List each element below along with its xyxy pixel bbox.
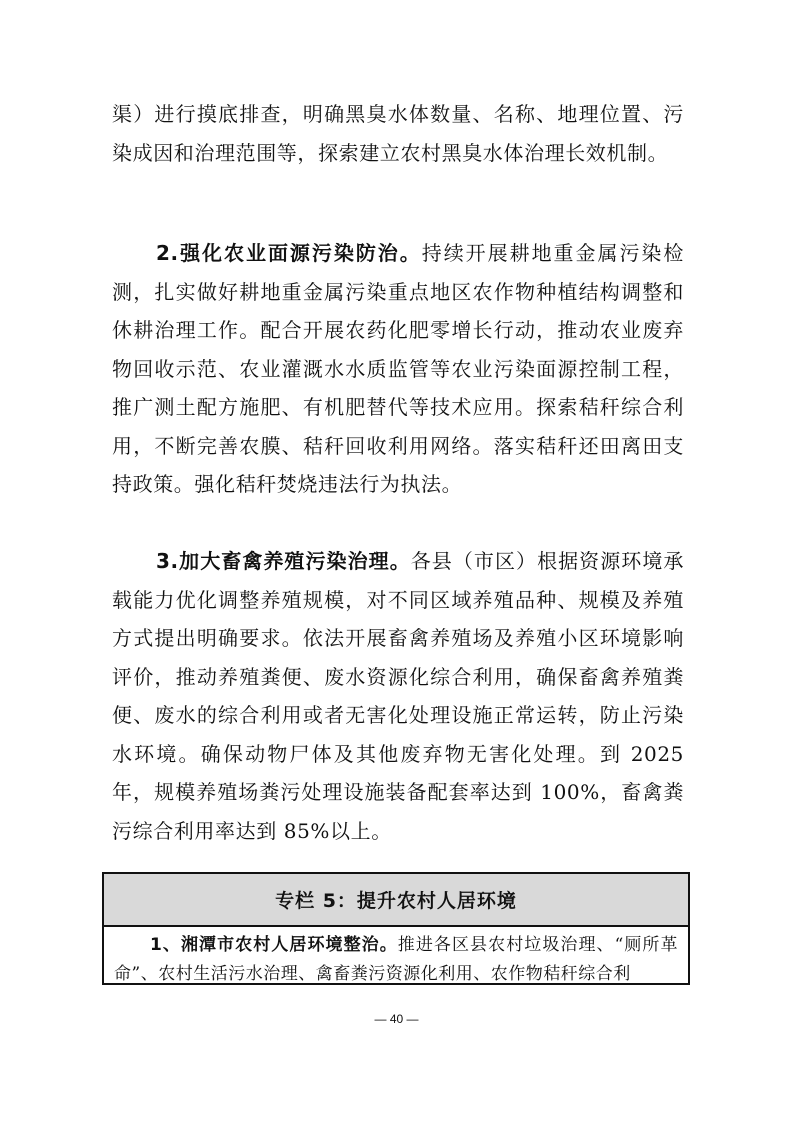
paragraph-3 [112, 542, 684, 850]
paragraph-3-heading: 3.加大畜禽养殖污染治理。 [156, 549, 411, 573]
paragraph-1 [112, 95, 684, 172]
column-box-content [104, 927, 688, 989]
paragraph-2-heading: 2.强化农业面源污染防治。 [156, 241, 422, 265]
column-box-title: 专栏 5：提升农村人居环境 [104, 874, 688, 927]
paragraph-1-text: 渠）进行摸底排查，明确黑臭水体数量、名称、地理位置、污染成因和治理范围等，探索建立农村黑臭水体治理长效机制。 [112, 102, 684, 165]
paragraph-2-text: 持续开展耕地重金属污染检测，扎实做好耕地重金属污染重点地区农作物种植结构调整和休耕治理工作。配合开展农药化肥零增长行动，推动农业废弃物回收示范、农业灌溉水水质监管等农业污染面源控制工程，推广测土配方施肥、有机肥替代等技术应用。探索秸秆综合利用，不断完善农膜、秸秆回收利用网络。落实秸秆还田离田支持政策。强化秸秆焚烧违法行为执法。 [112, 241, 684, 496]
paragraph-3-text: 各县（市区）根据资源环境承载能力优化调整养殖规模，对不同区域养殖品种、规模及养殖方式提出明确要求。依法开展畜禽养殖场及养殖小区环境影响评价，推动养殖粪便、废水资源化综合利用，确保畜禽养殖粪便、废水的综合利用或者无害化处理设施正常运转，防止污染水环境。确保动物尸体及其他废弃物无害化处理。到 2025 年，规模养殖场粪污处理设施装备配套率达到 100%，畜禽粪污综合利用率达到 85%以上。 [112, 549, 684, 843]
paragraph-2 [112, 234, 684, 504]
column-box-item-heading: 1、湘潭市农村人居环境整治。 [150, 935, 398, 955]
column-box [102, 872, 690, 985]
column-box-item-text: 推进各区县农村垃圾治理、“厕所革命”、农村生活污水治理、禽畜粪污资源化利用、农作物秸秆综合利 [114, 935, 678, 984]
page-number: — 40 — [374, 1012, 419, 1026]
